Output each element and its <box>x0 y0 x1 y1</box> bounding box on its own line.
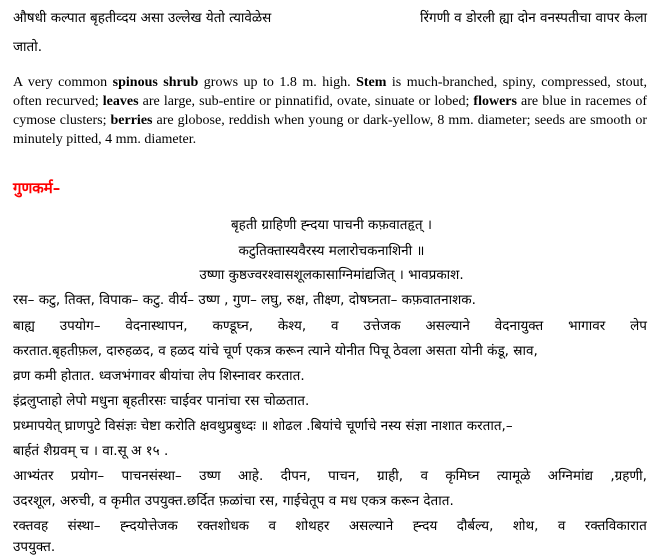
desc-text: are large, sub-entire or pinnatifid, ovate, sinuate or lobed; <box>138 94 474 109</box>
word: पाचनसंस्था– <box>121 468 182 484</box>
word: दीपन, <box>280 468 311 484</box>
intro-line-1-right: रिंगणी व डोरली ह्या दोन वनस्पतीचा वापर केला <box>420 10 647 26</box>
word: ह्न्दयोत्तेजक <box>120 518 178 534</box>
word: अग्निमांद्य <box>547 468 593 484</box>
word: वेदनास्थापन, <box>125 318 188 334</box>
verse-line-3: उष्णा कुष्ठज्वरश्वासशूलकासाग्निमांद्यजित् । भावप्रकाश. <box>199 267 464 283</box>
word: ह्न्दय <box>412 518 438 534</box>
desc-text: are globose, reddish when young or dark-yellow, 8 mm. diameter; seeds are smooth or minutely pitted, 4 mm. diameter. <box>13 113 647 147</box>
word: रक्तशोधक <box>197 518 250 534</box>
desc-text: grows up to 1.8 m. high. <box>198 75 357 90</box>
desc-term-spinous-shrub: spinous shrub <box>112 75 199 90</box>
word: रक्तवह <box>13 518 49 534</box>
word: आभ्यंतर <box>13 468 54 484</box>
word: रक्तविकारात <box>584 518 647 534</box>
word: ,ग्रहणी, <box>610 468 647 484</box>
pradhma-line-2: बार्हतं शैग्रवम् च । वा.सू अ १५ . <box>13 443 169 459</box>
word: शोथहर <box>295 518 330 534</box>
rakta-line-1 <box>13 516 647 534</box>
desc-term-leaves: leaves <box>102 94 139 109</box>
desc-text: are blue in racemes of cymose clusters; <box>13 94 647 128</box>
indra-line: इंद्रलुप्ताहो लेपो मधुना बृहतीरसः चाईवर पानांचा रस चोळतात. <box>13 393 310 409</box>
word: उष्ण <box>199 468 221 484</box>
word: उत्तेजक <box>363 318 401 334</box>
word: आहे. <box>238 468 264 484</box>
description-paragraph <box>13 73 647 149</box>
word: उपयोग– <box>59 318 101 334</box>
word: बाह्य <box>13 318 35 334</box>
section-heading: गुणकर्म– <box>13 179 61 197</box>
word: वेदनायुक्त <box>494 318 544 334</box>
word: असल्याने <box>348 518 394 534</box>
word: दौर्बल्य, <box>456 518 494 534</box>
abhyantar-line-1 <box>13 466 647 484</box>
word: व <box>268 518 276 534</box>
bahya-line-3: व्रण कमी होतात. ध्वजभंगावर बीयांचा लेप शिस्नावर करतात. <box>13 368 305 384</box>
word: लेप <box>630 318 647 334</box>
desc-term-stem: Stem <box>356 75 387 90</box>
word: व <box>557 518 566 534</box>
word: व <box>420 468 428 484</box>
pradhma-line-1: प्रध्मापयेत् घ्राणपुटे विसंज्ञः चेष्टा करोति क्षवथुप्रबुध्दः ॥ शोढल .बियांचे चूर्णाचे नस्य संज्ञा नाशात करतात,– <box>13 418 513 434</box>
abhyantar-line-2: उदरशूल, अरुची, व कृमीत उपयुक्त.छर्दित फ़ळांचा रस, गाईचेतूप व मध एकत्र करून देतात. <box>13 493 454 509</box>
desc-text: is much-branched, spiny, compressed, stout, often recurved; <box>13 75 648 109</box>
word: त्यामूळे <box>496 468 531 484</box>
bahya-line-1 <box>13 316 647 334</box>
bahya-line-2: करतात.बृहतीफ़ल, दारुहळद, व हळद यांचे चूर्ण एकत्र करून त्याने योनीत पिचू ठेवला असता योनी कंडू, स्राव, <box>13 343 538 359</box>
word: शोथ, <box>512 518 539 534</box>
word: कृमिघ्न <box>445 468 480 484</box>
desc-term-flowers: flowers <box>473 94 517 109</box>
word: कण्डूघ्न, <box>212 318 254 334</box>
word: असल्याने <box>425 318 470 334</box>
word: ग्राही, <box>377 468 404 484</box>
word: केश्य, <box>277 318 307 334</box>
verse-line-1: बृहती ग्राहिणी ह्न्दया पाचनी कफ़वातहृत् । <box>230 217 433 233</box>
word: भागावर <box>568 318 606 334</box>
word: प्रयोग– <box>70 468 105 484</box>
intro-line-1 <box>13 8 647 26</box>
word: व <box>331 318 339 334</box>
intro-line-2: जातो. <box>13 39 42 55</box>
desc-term-berries: berries <box>110 113 153 128</box>
desc-text: A very common <box>13 75 113 90</box>
verse-line-2: कटुतिक्तास्यवैरस्य मलारोचकनाशिनी ॥ <box>238 243 425 259</box>
rakta-line-2: उपयुक्त. <box>13 539 56 555</box>
word: पाचन, <box>328 468 360 484</box>
word: संस्था– <box>67 518 101 534</box>
intro-line-1-left: औषधी कल्पात बृहतीव्दय असा उल्लेख येतो त्यावेळेस <box>13 10 272 26</box>
rasa-line: रस– कटु, तिक्त, विपाक– कटु. वीर्य– उष्ण , गुण– लघु, रुक्ष, तीक्ष्ण, दोषघ्नता– कफ़वातनाशक. <box>13 292 476 308</box>
